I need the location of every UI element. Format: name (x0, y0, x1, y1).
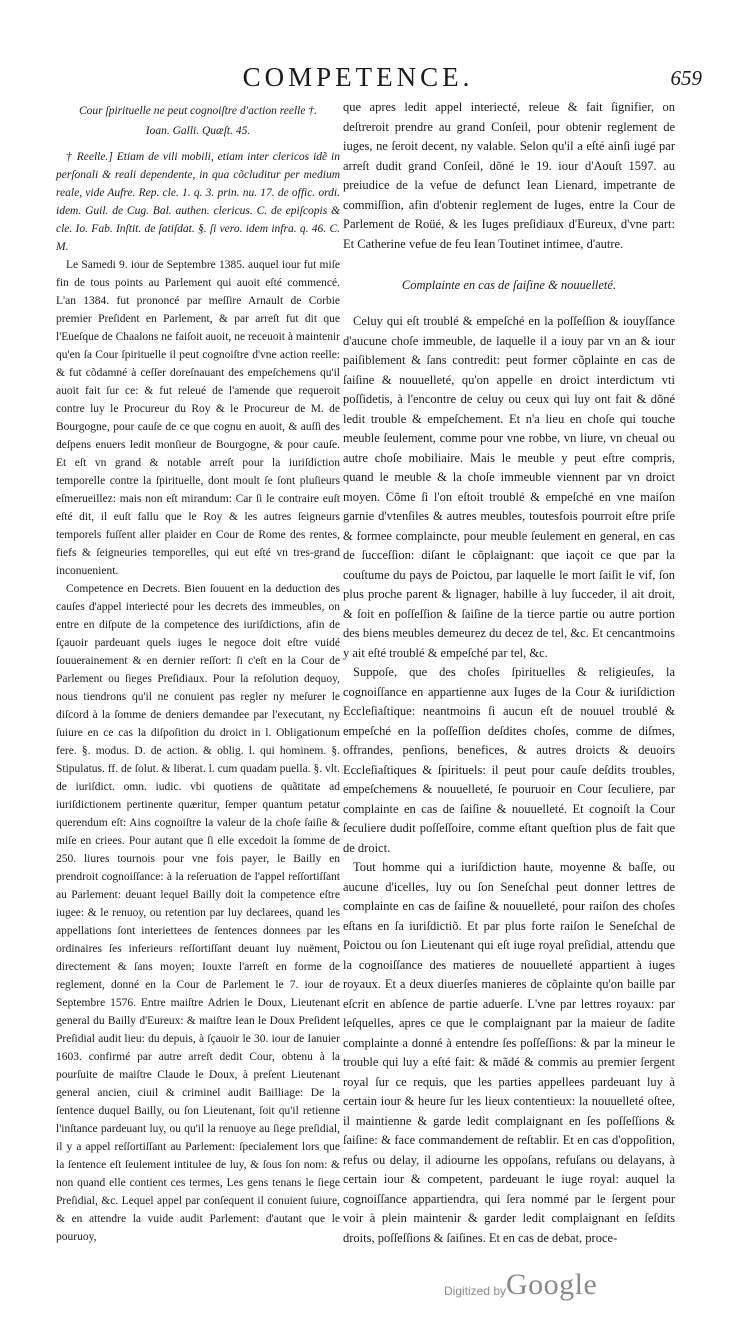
paragraph-continued: que apres ledit appel interiecté, releue & fait ſignifier, on deſtreroit prendre au grand Conſeil, pour obtenir reglement de iuges, ne ſeroit decent, ny valable. Selon qu'il a eſté ainſi iugé par arreſt dudit grand Conſeil, dõné le 19. iour d'Aouſt 1597. au preiudice de la vefue de defunct Iean Lienard, impetrante de commiſſion, afin d'obtenir reglement de Iuges, entre la Cour de Parlement de Roüé, & les Iuges preſidiaux d'Eureux, d'vne part: Et Catherine vefue de feu Iean Toutinet intimee, d'autre. (343, 100, 675, 251)
digitized-by-label: Digitized by (444, 1284, 507, 1298)
digitization-watermark (440, 1268, 660, 1308)
running-head: COMPETENCE. (242, 62, 474, 92)
section-heading-complainte: Complainte en cas de ſaiſine & nouuelleté. (401, 278, 617, 292)
page-number: 659 (670, 66, 702, 90)
paragraph-suppose: Suppoſe, que des choſes ſpirituelles & religieuſes, la cognoiſſance en appartienne aux Iuges de la Cour & iuriſdiction Eccleſiaſtique: neantmoins ſi aucun eſt de nouuel troublé & empeſché en la poſſeſſion deſdites choſes, comme de diſmes, offrandes, penſions, benefices, & autres droicts & deuoirs Eccleſiaſtiques & ſpirituels: il peut pour cauſe deſdits troubles, empeſchemens & nouuelleté, ſe pouruoir en Cour ſeculiere, par complainte en cas de ſaiſine & nouuelleté. Et cognoiſt la Cour ſeculiere dudit poſſeſſoire, comme eſtant queſtion plus de fait que de droict. (343, 665, 675, 855)
left-column (56, 98, 340, 1246)
right-column (343, 98, 675, 1248)
section-heading-cour-spirituelle: Cour ſpirituelle ne peut cognoiſtre d'action reelle †. (79, 105, 317, 117)
paragraph-tout-homme: Tout homme qui a iuriſdiction haute, moyenne & baſſe, ou aucune d'icelles, luy ou ſon Seneſchal peut donner lettres de complainte en cas de ſaiſine & nouuelleté, pour raiſon des choſes eſtans en ſa iuriſdictiõ. Et par plus forte raiſon le Seneſchal de Poictou ou ſon Lieutenant qui eſt iuge royal preſidial, attendu que la cognoiſſance des matieres de nouuelleté appartient à iuges royaux. Et a deux diuerſes manieres de cõplainte qu'on baille par eſcrit en abſence de partie aduerſe. L'vne par lettres royaux: par leſquelles, apres ce que le complaignant par la maieur de ſadite complainte a donné à entendre ſes poſſeſſions: & par la mineur le trouble qui luy a eſté fait: & mãdé & commis au premier ſergent royal ſur ce requis, que les parties appellees pardeuant luy à certain iour & heure ſur les lieux contentieux: la nouuelleté oſtee, il maintienne & garde ledit complaignant en ſes poſſeſſions & ſaiſine: & face commandement de reſtablir. Et en cas d'oppoſition, refus ou delay, il adiourne les oppoſans, refuſans ou delayans, à certain iour & competent, pardeuant le iuge royal: auquel la cognoiſſance appartiendra, qui ſera nommé par le ſergent pour voir à plein maintenir & garder ledit complaignant en ſeſdits droits, poſſeſſions & ſaiſines. Et en cas de debat, proce- (343, 860, 675, 1245)
annotation-note: † Reelle.] Etiam de vili mobili, etiam inter clericos idẽ in perſonali & reali dependente, in qua cõcluditur per medium reale, vide Aufre. Rep. cle. 1. q. 3. prin. nu. 17. de offic. ordi. idem. Guil. de Cug. Bal. authen. clericus. C. de epiſcopis & cle. Io. Fab. Inſtit. de ſatiſdat. §. ſi vero. idem infra. q. 46. C. M. (56, 151, 340, 253)
google-logo: Google (506, 1268, 598, 1301)
paragraph-competence-decrets: Competence en Decrets. Bien ſouuent en la deduction des cauſes d'appel interiecté pour les decrets des immeubles, on entre en diſpute de la competence des iuriſdictions, afin de ſçauoir pardeuant quels iuges le negoce doit eſtre vuidé ſouuerainement & en dernier reſſort: ſi c'eſt en la Cour de Parlement ou ſieges Preſidiaux. Pour la reſolution dequoy, nous tiendrons qu'il ne conuient pas regler ny meſurer le diſcord à la ſomme de deniers demandee par l'executant, ny ſuiure en ce cas la diſpoſition du droict in l. Obligationum fere. §. modus. D. de action. & oblig. l. qui hominem. §. Stipulatus. ff. de ſolut. & liberat. l. cum quadam puella. §. vlt. de iuriſdict. omn. iudic. vbi quotiens de quãtitate ad iuriſdictionem pertinente quæritur, ſemper quantum petatur querendum eſt: Ains cognoiſtre la valeur de la choſe ſaiſie & miſe en criees. Pour autant que ſi elle excedoit la ſomme de 250. liures tournois pour vne fois payer, le Bailly en prendroit cognoiſſance: à la reſeruation de l'appel reſſortiſſant au Parlement: deuant lequel Bailly doit la competence eſtre iugee: & le renuoy, ou retention par luy declarees, quand les appellations ſont interiettees de ſentences donnees par les ordinaires ſes inferieurs reſſortiſſant deuant luy nuëment, directement & ſans moyen; Iouxte l'arreſt en forme de reglement, donné en la Cour de Parlement le 7. iour de Septembre 1576. Entre maiſtre Adrien le Doux, Lieutenant general du Bailly d'Eureux: & maiſtre Iean le Doux Preſident Preſidial audit lieu: du depuis, à ſçauoir le 30. iour de Ianuier 1603. confirmé par autre arreſt dedit Cour, obtenu à la pourſuite de maiſtre Claude le Doux, à preſent Lieutenant general ancien, ciuil & criminel audit Bailliage: De la ſentence duquel Bailly, ou ſon Lieutenant, ſoit qu'il retienne l'inſtance pardeuant luy, ou qu'il la renuoye au ſiege preſidial, il y a appel reſſortiſſant au Parlement: ſpecialement lors que la ſentence eſt ſeulement intitulee de luy, & ſous ſon nom: & non quand elle contient ces termes, Les gens tenans le ſiege Preſidial, &c. Lequel appel par conſequent il conuient ſuiure, & en attendre la vuide audit Parlement: d'autant que le pouruoy, (56, 583, 340, 1243)
page-header (0, 62, 752, 98)
section-heading-source: Ioan. Galli. Quæſt. 45. (145, 125, 251, 137)
paragraph-samedi: Le Samedi 9. iour de Septembre 1385. auquel iour fut miſe fin de tous points au Parlement qui auoit eſté commencé. L'an 1384. fut prononcé par meſſire Arnault de Corbie premier Preſident en Parlement, & par arreſt fut dit que l'Eueſque de Chaalons ne faiſoit auoit, ne receuoit à maintenir qu'en ſa Cour ſpirituelle il peut cognoiſtre d'vne action reelle: & fut cõdamné à ceſſer doreſnauant des empeſchemens qu'il auoit fait ſur ce: & fut releué de l'amende que requeroit contre luy le Procureur du Roy & le Procureur de M. de Bourgogne, pour cauſe de ce que cognu en auoit, & auſſi des deſpens enuers ledit monſieur de Bourgogne, & pour cauſe. Et eſt vn grand & notable arreſt pour la iuriſdiction temporelle contre la ſpirituelle, dont moult ſe ſont pluſieurs eſmerueillez: mais non eſt mirandum: Car ſi le contraire euſt eſté dit, il euſt fallu que le Roy & les autres ſeigneurs temporels fuſſent aller plaider en Cour de Rome des rentes, fiefs & ſeigneuries temporelles, qui eut eſté vn tres-grand inconuenient. (56, 259, 340, 577)
paragraph-celuy: Celuy qui eſt troublé & empeſché en la poſſeſſion & iouyſſance d'aucune choſe immeuble, de laquelle il a iouy par vn an & iour paiſiblement & ſans contredit: peut former cõplainte en cas de ſaiſine & nouuelleté, qu'on appelle en droict interdictum vti poſſidetis, à l'encontre de celuy ou ceux qui luy ont fait & dõné ledit trouble & empeſchement. Et n'a lieu en choſe qui touche meuble ſeulement, comme pour vne robbe, vn liure, vn cheual ou autre choſe mobiliaire. Mais le meuble y peut eſtre compris, quand le meuble & la choſe immeuble viennent par vn droict moyen. Cõme ſi l'on eſtoit troublé & empeſché en vne maiſon garnie d'vtenſiles & autres meubles, toutesfois pourroit eſtre priſe & formee complaincte, pour meuble ſeulement en general, en cas de ſucceſſion: diſant le cõplaignant: que iaçoit ce que par la couſtume du pays de Poictou, par laquelle le mort ſaiſit le vif, ſon plus proche parent & lignager, habille à luy ſucceder, il ait droit, & ſoit en poſſeſſion & ſaiſine de la tierce partie ou autre portion des biens meubles demeurez du decez de tel, &c. Et cencantmoins y ait eſté troublé & empeſché par tel, &c. (343, 314, 675, 660)
